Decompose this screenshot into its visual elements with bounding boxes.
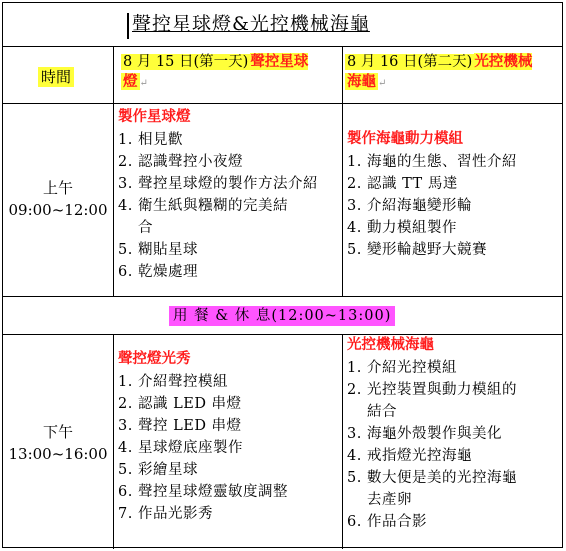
morning-day2-heading: 製作海龜動力模組 (347, 130, 463, 147)
day1-header (121, 52, 339, 94)
list-item-number: 1. (118, 374, 133, 390)
column-divider-4 (342, 335, 343, 549)
list-item-text: 星球燈底座製作 (138, 440, 243, 456)
list-item-text: 衛生紙與糨糊的完美結 (138, 198, 288, 214)
afternoon-day2-content (347, 334, 559, 533)
list-item (118, 393, 338, 415)
list-item (347, 195, 559, 217)
list-item (118, 437, 338, 459)
morning-slot (3, 177, 113, 221)
list-item-number: 1. (347, 360, 362, 376)
list-item (347, 173, 559, 195)
list-item-number: 2. (118, 154, 133, 170)
list-item (347, 217, 559, 239)
afternoon-day2-list (347, 357, 559, 533)
list-item-text: 認識 TT 馬達 (367, 176, 458, 192)
day2-date: 8 月 16 日(第二天) (347, 54, 473, 70)
day2-topic-cont: 海龜 (347, 73, 376, 90)
title-cursor-bar (127, 13, 129, 39)
morning-row (3, 104, 562, 297)
list-item-text: 認識聲控小夜燈 (138, 154, 243, 170)
list-item-text: 戒指燈光控海龜 (367, 448, 472, 464)
list-item-number: 2. (347, 382, 362, 398)
list-item (347, 467, 559, 511)
list-item-number: 2. (118, 396, 133, 412)
list-item (118, 481, 338, 503)
day2-topic: 光控機械 (474, 53, 533, 70)
day1-topic: 聲控星球 (250, 53, 309, 70)
list-item (118, 129, 338, 151)
list-item (347, 423, 559, 445)
list-item (347, 379, 559, 423)
list-item (118, 195, 338, 239)
list-item-number: 6. (347, 514, 362, 530)
title-row (3, 3, 562, 47)
list-item (118, 371, 338, 393)
list-item-text: 海龜的生態、習性介紹 (367, 154, 517, 170)
list-item-number: 5. (118, 462, 133, 478)
afternoon-day1-heading: 聲控燈光秀 (118, 350, 191, 367)
list-item (347, 511, 559, 533)
list-item-number: 6. (118, 484, 133, 500)
list-item-number: 1. (347, 154, 362, 170)
list-item-text: 彩繪星球 (138, 462, 198, 478)
morning-day1-list (118, 129, 338, 283)
list-item-text: 作品合影 (367, 514, 427, 530)
list-item-text: 聲控星球燈靈敏度調整 (138, 484, 288, 500)
list-item-number: 4. (118, 440, 133, 456)
list-item-number: 2. (347, 176, 362, 192)
list-item (118, 173, 338, 195)
return-mark: ↵ (139, 78, 148, 89)
morning-day2-content (347, 128, 559, 261)
list-item-text: 相見歡 (138, 132, 183, 148)
list-item-text: 去產卵 (367, 492, 412, 508)
list-item (347, 239, 559, 261)
afternoon-day1-list (118, 371, 338, 525)
column-divider-2 (342, 47, 343, 297)
afternoon-row (3, 335, 562, 549)
list-item-number: 4. (118, 198, 133, 214)
list-item-number: 4. (347, 448, 362, 464)
morning-day1-content (118, 106, 338, 283)
header-row (3, 47, 562, 104)
list-item (347, 151, 559, 173)
list-item-number: 3. (118, 418, 133, 434)
list-item-text: 聲控星球燈的製作方法介紹 (138, 176, 318, 192)
list-item (118, 503, 338, 525)
list-item-text: 合 (138, 220, 153, 236)
list-item (118, 261, 338, 283)
list-item-number: 3. (347, 198, 362, 214)
afternoon-label: 下午 (42, 423, 73, 441)
list-item-text: 數大便是美的光控海龜 (367, 470, 517, 486)
morning-day1-heading: 製作星球燈 (118, 108, 191, 125)
schedule-table (2, 2, 563, 548)
list-item-text: 介紹光控模組 (367, 360, 457, 376)
list-item-text: 作品光影秀 (138, 506, 213, 522)
list-item (118, 151, 338, 173)
list-item-number: 3. (347, 426, 362, 442)
list-item-number: 5. (118, 242, 133, 258)
list-item-text: 變形輪越野大競賽 (367, 242, 487, 258)
list-item-text: 乾燥處理 (138, 264, 198, 280)
afternoon-day2-heading: 光控機械海龜 (347, 336, 434, 353)
afternoon-day1-content (118, 348, 338, 525)
list-item-text: 海龜外殼製作與美化 (367, 426, 502, 442)
list-item-number: 5. (347, 470, 362, 486)
list-item-text: 聲控 LED 串燈 (138, 418, 242, 434)
list-item-text: 動力模組製作 (367, 220, 457, 236)
page-title: 聲控星球燈&光控機械海龜 (132, 13, 370, 35)
list-item (118, 459, 338, 481)
list-item (118, 415, 338, 437)
day2-header (345, 52, 560, 94)
list-item-text: 介紹海龜變形輪 (367, 198, 472, 214)
list-item-text: 認識 LED 串燈 (138, 396, 242, 412)
list-item (347, 357, 559, 379)
list-item-text: 光控裝置與動力模組的 (367, 382, 517, 398)
day1-date: 8 月 15 日(第一天) (123, 54, 249, 70)
morning-label: 上午 (42, 179, 73, 197)
list-item-number: 7. (118, 506, 133, 522)
lunch-break-label: 用 餐 & 休 息(12:00~13:00) (169, 306, 395, 326)
morning-day2-list (347, 151, 559, 261)
list-item-number: 4. (347, 220, 362, 236)
afternoon-slot (3, 421, 113, 465)
list-item (347, 445, 559, 467)
column-divider-1 (113, 47, 114, 297)
list-item-text: 結合 (367, 404, 397, 420)
list-item (118, 239, 338, 261)
time-column-header: 時間 (38, 67, 74, 87)
list-item-text: 介紹聲控模組 (138, 374, 228, 390)
break-row (3, 297, 562, 335)
morning-time: 09:00~12:00 (8, 201, 108, 219)
return-mark: ↵ (378, 78, 387, 89)
day1-topic-cont: 燈 (123, 73, 138, 90)
column-divider-3 (113, 335, 114, 549)
list-item-number: 6. (118, 264, 133, 280)
afternoon-time: 13:00~16:00 (8, 445, 108, 463)
list-item-number: 5. (347, 242, 362, 258)
list-item-number: 3. (118, 176, 133, 192)
list-item-text: 糊貼星球 (138, 242, 198, 258)
list-item-number: 1. (118, 132, 133, 148)
